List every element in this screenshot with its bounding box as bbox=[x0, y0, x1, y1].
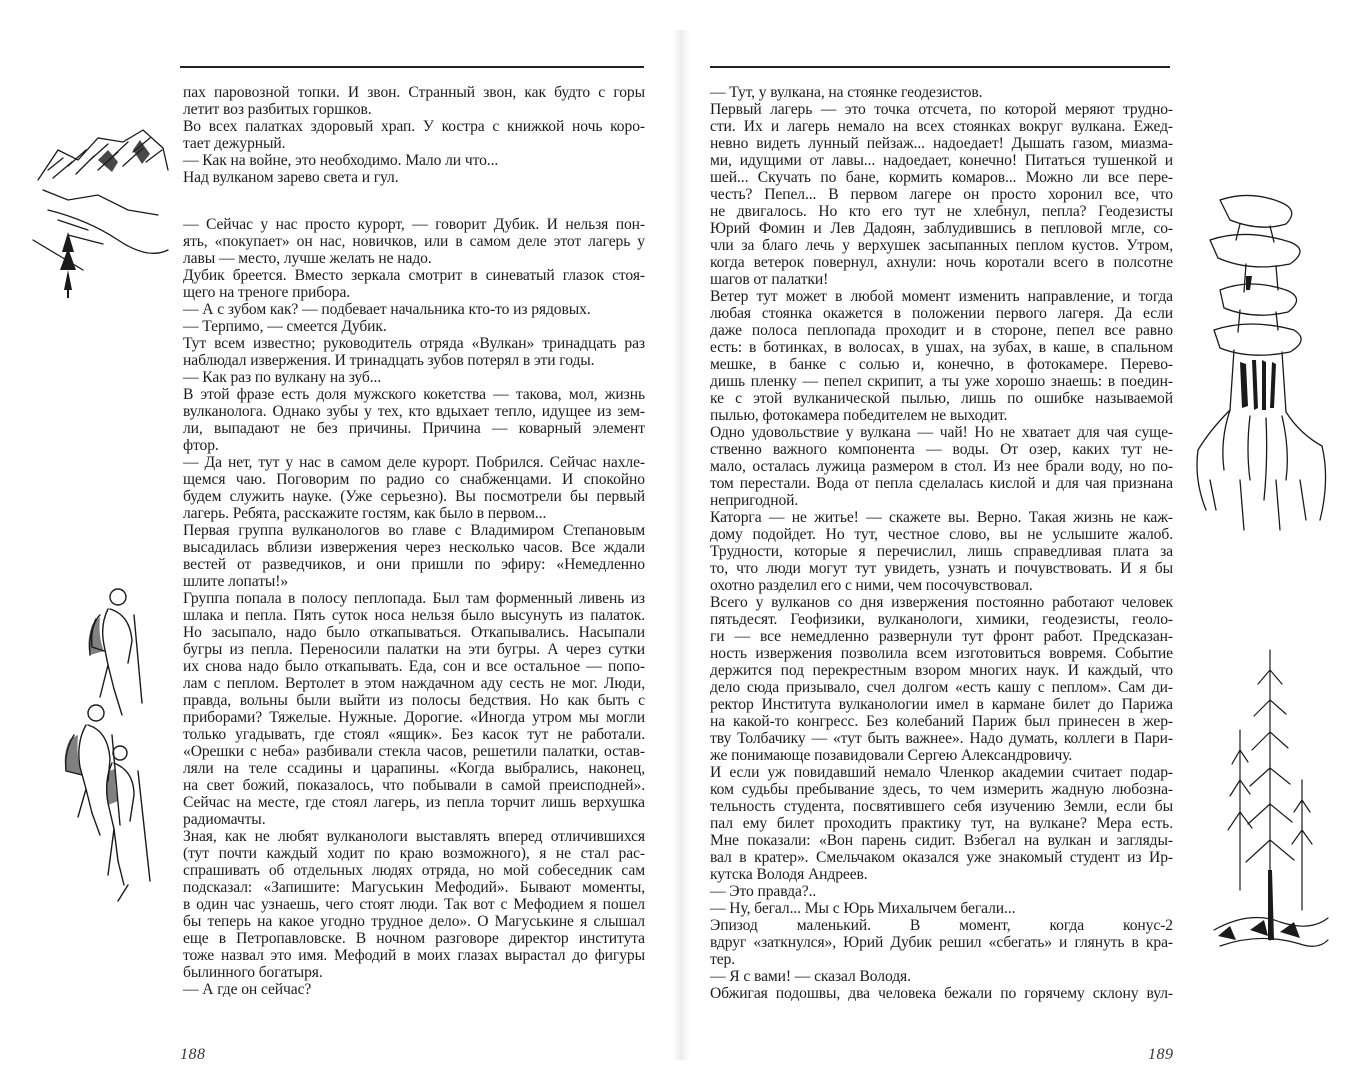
text-line: бугры из пепла. Переносили палатки на эти бугры. А через сутки bbox=[183, 641, 645, 658]
text-line: вулканолога. Однако зубы у тех, кто вдыхает тепло, идущее из зем- bbox=[183, 403, 645, 420]
text-line: ственно важного компонента — воды. От озер, каких тут не- bbox=[710, 441, 1173, 458]
text-line: охотно разделил его с ними, чем посочувствовал. bbox=[710, 577, 1033, 594]
text-line: мешке, в банке с солью и, конечно, в фотокамере. Перево- bbox=[710, 356, 1173, 373]
right-header-rule bbox=[710, 66, 1170, 68]
text-line: Ветер тут может в любой момент изменить направление, и тогда bbox=[710, 288, 1173, 305]
text-line: шлака и пепла. Пять суток носа нельзя было высунуть из палаток. bbox=[183, 607, 645, 624]
right-page bbox=[680, 0, 1361, 1080]
text-line: пятьдесят. Геофизики, вулканологи, химики, геодезисты, геоло- bbox=[710, 611, 1173, 628]
text-line: щемся чаю. Поговорим по радио со снабженцами. И спокойно bbox=[183, 471, 645, 488]
text-line: вал в кратер». Смельчаком оказался уже знакомый студент из Ир- bbox=[710, 849, 1173, 866]
text-line: бы теперь на какое угодно трудное дело». О Магуськине я слышал bbox=[183, 913, 645, 930]
text-line: ми, идущими от лавы... надоедает, конечно! Питаться тушенкой и bbox=[710, 152, 1173, 169]
text-line: Юрий Фомин и Лев Дадоян, заблудившись в пепловой мгле, со- bbox=[710, 220, 1173, 237]
left-page bbox=[0, 0, 680, 1080]
text-line: ляли на теле ссадины и царапины. «Когда выбрались, наконец, bbox=[183, 760, 645, 777]
text-line: пал ему билет проходить практику тут, на вулкане? Мера есть. bbox=[710, 815, 1173, 832]
text-line: былинного богатыря. bbox=[183, 964, 323, 981]
text-line: вдруг «заткнулся», Юрий Дубик решил «сбегать» и глянуть в кра- bbox=[710, 934, 1173, 951]
text-line: на свет божий, показалось, что побывали в самой преисподней». bbox=[183, 777, 645, 794]
text-line: правда, вольны были выйти из полосы бедствия. Но как быть с bbox=[183, 692, 645, 709]
text-line: лавы — место, лучше желать не надо. bbox=[183, 250, 432, 267]
text-line: подсказал: «Запишите: Магуськин Мефодий». Бывают моменты, bbox=[183, 879, 645, 896]
text-line: Каторга — не житье! — скажете вы. Верно. Такая жизнь не каж- bbox=[710, 509, 1173, 526]
text-line: Эпизод маленький. В момент, когда конус-2 bbox=[710, 917, 1173, 934]
text-line: же понимающе позавидовали Сергею Александровичу. bbox=[710, 747, 1073, 764]
text-line: держится под перекрестным взором многих наук. И каждый, что bbox=[710, 662, 1173, 679]
text-line: — Я с вами! — сказал Володя. bbox=[710, 968, 911, 985]
text-line: ли, выпадают не без причины. Причина — коварный элемент bbox=[183, 420, 645, 437]
text-line: мало, осталась лужица размером в стол. Из нее брали воду, но по- bbox=[710, 458, 1173, 475]
text-line: — Как на войне, это необходимо. Мало ли что... bbox=[183, 152, 499, 169]
left-page-text bbox=[183, 84, 645, 998]
text-line: приборами? Тяжелые. Нужные. Дорогие. «Иногда утром мы могли bbox=[183, 709, 645, 726]
text-line: любая стоянка окажется в положении первого лагеря. Да если bbox=[710, 305, 1173, 322]
text-line: шей... Скучать по бане, кормить комаров... Можно ли все пере- bbox=[710, 169, 1173, 186]
text-line: когда ветерок повернул, ахнули: ночь коротали всего в полсотне bbox=[710, 254, 1173, 271]
text-line: тву Толбачику — «тут быть важнее». Надо думать, коллеги в Пари- bbox=[710, 730, 1173, 747]
text-line: кутска Володя Андреев. bbox=[710, 866, 868, 883]
paragraph-gap bbox=[183, 186, 645, 216]
text-line: ке с этой вулканической пылью, лишь по ошибке называемой bbox=[710, 390, 1173, 407]
text-line: тер. bbox=[710, 951, 736, 968]
text-line: есть: в ботинках, в волосах, в ушах, на зубах, в каше, в спальном bbox=[710, 339, 1173, 356]
text-line: не двигалось. Но кто его тут не хлебнул, пепла? Геодезисты bbox=[710, 203, 1173, 220]
text-line: Первая группа вулканологов во главе с Владимиром Степановым bbox=[183, 522, 645, 539]
hikers-sketch-illustration bbox=[38, 585, 163, 905]
text-line: тельность студента, посвятившего себя изучению Земли, если бы bbox=[710, 798, 1173, 815]
text-line: — Это правда?.. bbox=[710, 883, 817, 900]
text-line: — Сейчас у нас просто курорт, — говорит Дубик. И нельзя пон- bbox=[183, 216, 645, 233]
text-line: наблюдал извержения. И тринадцать зубов потерял в эти годы. bbox=[183, 352, 595, 369]
text-line: — Да нет, тут у нас в самом деле курорт. Побрился. Сейчас нахле- bbox=[183, 454, 645, 471]
text-line: ком судьбы пребывание здесь, то чем измерить жадную любозна- bbox=[710, 781, 1173, 798]
text-line: лагерь. Ребята, расскажите гостям, как было в первом... bbox=[183, 505, 547, 522]
text-line: в один час узнаешь, чего стоят люди. Так вот с Мефодием я пошел bbox=[183, 896, 645, 913]
trees-sketch-illustration bbox=[1210, 640, 1330, 960]
text-line: И если уж повидавший немало Членкор академии считает подар- bbox=[710, 764, 1173, 781]
text-line: — Тут, у вулкана, на стоянке геодезистов. bbox=[710, 84, 983, 101]
text-line: Зная, как не любят вулканологи выставлять вперед отличившихся bbox=[183, 828, 645, 845]
text-line: Группа попала в полосу пеплопада. Был там форменный ливень из bbox=[183, 590, 645, 607]
text-line: спрашивать об отдельных людях отряда, но мой собеседник сам bbox=[183, 862, 645, 879]
text-line: — Терпимо, — смеется Дубик. bbox=[183, 318, 387, 335]
text-line: только угадывать, где стоял «ящик». Без касок тут не работали. bbox=[183, 726, 645, 743]
text-line: Тут всем известно; руководитель отряда «Вулкан» тринадцать раз bbox=[183, 335, 645, 352]
text-line: вестей от разведчиков, и они пришли по эфиру: «Немедленно bbox=[183, 556, 645, 573]
text-line: сти. Их и лагерь немало на всех стоянках вокруг вулкана. Ежед- bbox=[710, 118, 1173, 135]
text-line: высадилась вблизи извержения через несколько часов. Все ждали bbox=[183, 539, 645, 556]
text-line: «Орешки с неба» разбивали стекла часов, решетили палатки, остав- bbox=[183, 743, 645, 760]
text-line: то, что люди могут тут увидеть, узнать и почувствовать. И я бы bbox=[710, 560, 1173, 577]
right-page-text bbox=[710, 84, 1173, 1002]
right-page-number: 189 bbox=[1148, 1046, 1174, 1063]
text-line: том перестали. Вода от пепла сделалась кислой и для чая признана bbox=[710, 475, 1173, 492]
text-line: фтор. bbox=[183, 437, 219, 454]
text-line: — Ну, бегал... Мы с Юрь Михалычем бегали... bbox=[710, 900, 1016, 917]
left-page-number: 188 bbox=[180, 1046, 206, 1063]
text-line: ность извержения позволила всем изготовиться вовремя. Событие bbox=[710, 645, 1173, 662]
text-line: тоже назвал это имя. Мефодий в моих глазах вырастал до фигуры bbox=[183, 947, 645, 964]
text-line: будем служить науке. (Уже серьезно). Вы посмотрели бы первый bbox=[183, 488, 645, 505]
text-line: ректор Института вулканологии имел в кармане билет до Парижа bbox=[710, 696, 1173, 713]
text-line: Всего у вулканов со дня извержения постоянно работают человек bbox=[710, 594, 1173, 611]
text-line: шлите лопаты!» bbox=[183, 573, 289, 590]
text-line: — А с зубом как? — подбевает начальника кто-то из рядовых. bbox=[183, 301, 591, 318]
text-line: на какой-то конгресс. Без колебаний Париж был принесен в жер- bbox=[710, 713, 1173, 730]
text-line: пах паровозной топки. И звон. Странный звон, как будто с горы bbox=[183, 84, 645, 101]
text-line: пылью, фотокамера победителем не выходит. bbox=[710, 407, 1008, 424]
text-line: Сейчас на месте, где стоял лагерь, из пепла торчит лишь верхушка bbox=[183, 794, 645, 811]
text-line: невно видеть лунный пейзаж... надоедает! Дышать газом, миазма- bbox=[710, 135, 1173, 152]
text-line: еще в Петропавловске. В ночном разговоре директор института bbox=[183, 930, 645, 947]
text-line: дишь пленку — пепел скрипит, а ты уже хорошо знаешь: в поедин- bbox=[710, 373, 1173, 390]
text-line: их снова надо было откапывать. Еда, сон и все остальное — попо- bbox=[183, 658, 645, 675]
text-line: радиомачты. bbox=[183, 811, 266, 828]
mountain-sketch-illustration bbox=[28, 120, 178, 300]
text-line: щего на треноге прибора. bbox=[183, 284, 351, 301]
text-line: непригодной. bbox=[710, 492, 799, 509]
text-line: честь? Пепел... В первом лагере он просто хоронил все, что bbox=[710, 186, 1173, 203]
text-line: тает дежурный. bbox=[183, 135, 286, 152]
text-line: Дубик бреется. Вместо зеркала смотрит в синеватый глазок стоя- bbox=[183, 267, 645, 284]
text-line: Но засыпало, надо было откапываться. Откапывались. Насыпали bbox=[183, 624, 645, 641]
text-line: Во всех палатках здоровый храп. У костра с книжкой ночь коро- bbox=[183, 118, 645, 135]
text-line: — А где он сейчас? bbox=[183, 981, 312, 998]
left-header-rule bbox=[180, 66, 644, 68]
text-line: лам с пеплом. Вертолет в этом наждачном аду сесть не мог. Люди, bbox=[183, 675, 645, 692]
text-line: Над вулканом зарево света и гул. bbox=[183, 169, 399, 186]
tree-stump-sketch-illustration bbox=[1190, 180, 1340, 550]
text-line: дому подойдет. Но тут, честное слово, вы не услышите жалоб. bbox=[710, 526, 1173, 543]
text-line: Первый лагерь — это точка отсчета, по которой меряют трудно- bbox=[710, 101, 1173, 118]
text-line: даже полоса пеплопада проходит и в стороне, пепел все равно bbox=[710, 322, 1173, 339]
text-line: (тут почти каждый ходит по краю возможного), я не стал рас- bbox=[183, 845, 645, 862]
text-line: ять, «покупает» он нас, новичков, или в самом деле этот лагерь у bbox=[183, 233, 645, 250]
text-line: — Как раз по вулкану на зуб... bbox=[183, 369, 382, 386]
text-line: дело сюда призывало, счел долгом «есть кашу с пеплом». Сам ди- bbox=[710, 679, 1173, 696]
text-line: Одно удовольствие у вулкана — чай! Но не хватает для чая суще- bbox=[710, 424, 1173, 441]
text-line: ги — все немедленно развернули тут фронт работ. Предсказан- bbox=[710, 628, 1173, 645]
text-line: летит воз разбитых горшков. bbox=[183, 101, 372, 118]
text-line: Трудности, которые я перечислил, лишь справедливая плата за bbox=[710, 543, 1173, 560]
text-line: чли за благо лечь у верхушек засыпанных пеплом кустов. Утром, bbox=[710, 237, 1173, 254]
text-line: Обжигая подошвы, два человека бежали по горячему склону вул- bbox=[710, 985, 1173, 1002]
text-line: Мне показали: «Вон парень сидит. Взбегал на вулкан и загляды- bbox=[710, 832, 1173, 849]
text-line: шагов от палатки! bbox=[710, 271, 829, 288]
text-line: В этой фразе есть доля мужского кокетства — такова, мол, жизнь bbox=[183, 386, 645, 403]
